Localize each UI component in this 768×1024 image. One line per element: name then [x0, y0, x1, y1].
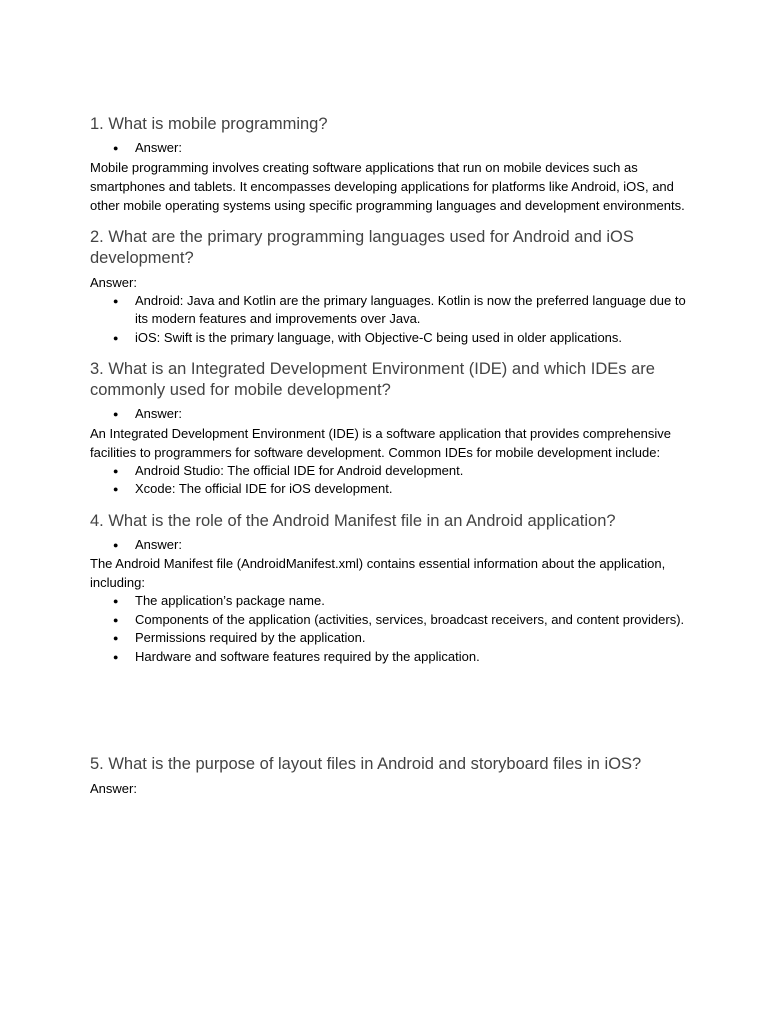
question-5-section: [90, 754, 690, 798]
question-3-answer-text: An Integrated Development Environment (IDE) is a software application that provides comprehensive facilities to programmers for software development. Common IDEs for mobile development include:: [90, 425, 671, 460]
question-1-answer-bullet: ● Answer:: [135, 139, 690, 158]
list-item: ● Android Studio: The official IDE for Android development.: [135, 462, 690, 481]
question-2-bullet-list: [90, 292, 690, 348]
question-1-title: 1. What is mobile programming?: [90, 115, 328, 133]
list-item: ● The application’s package name.: [135, 592, 690, 611]
question-3-bullet-list: [90, 462, 690, 499]
list-item: ● Android: Java and Kotlin are the primary languages. Kotlin is now the preferred language due to its modern features and improvements over Java.: [135, 292, 690, 329]
question-5-title: 5. What is the purpose of layout files in Android and storyboard files in iOS?: [90, 755, 642, 773]
question-2-answer-label: Answer:: [90, 274, 137, 290]
list-item: ● Xcode: The official IDE for iOS development.: [135, 480, 690, 499]
list-item: ● Permissions required by the application.: [135, 629, 690, 648]
question-4-answer-bullet: ● Answer:: [135, 536, 690, 555]
question-3-title: 3. What is an Integrated Development Environment (IDE) and which IDEs are commonly used for mobile development?: [90, 360, 655, 399]
question-3-section: [90, 359, 690, 499]
question-1-answer-text: Mobile programming involves creating software applications that run on mobile devices such as smartphones and tablets. It encompasses developing applications for platforms like Android, iOS, and other mobile operating systems using specific programming languages and development environments.: [90, 159, 685, 213]
question-4-section: [90, 511, 690, 667]
question-4-answer-list: [90, 536, 690, 555]
question-3-answer-bullet: ● Answer:: [135, 405, 690, 424]
question-3-answer-list: [90, 405, 690, 424]
question-2-title: 2. What are the primary programming languages used for Android and iOS development?: [90, 227, 634, 267]
list-item: ● Hardware and software features required by the application.: [135, 648, 690, 667]
question-4-bullet-list: [90, 592, 690, 666]
question-1-section: [90, 114, 690, 215]
question-4-title: 4. What is the role of the Android Manifest file in an Android application?: [90, 511, 616, 530]
question-5-answer-label: Answer:: [90, 781, 137, 796]
question-1-answer-list: [90, 139, 690, 158]
list-item: ● iOS: Swift is the primary language, with Objective-C being used in older applications.: [135, 329, 690, 348]
document-page: [90, 114, 690, 798]
list-item: ● Components of the application (activities, services, broadcast receivers, and content providers).: [135, 611, 690, 630]
question-2-section: [90, 227, 690, 348]
question-4-answer-text: The Android Manifest file (AndroidManifest.xml) contains essential information about the application, including:: [90, 556, 666, 590]
